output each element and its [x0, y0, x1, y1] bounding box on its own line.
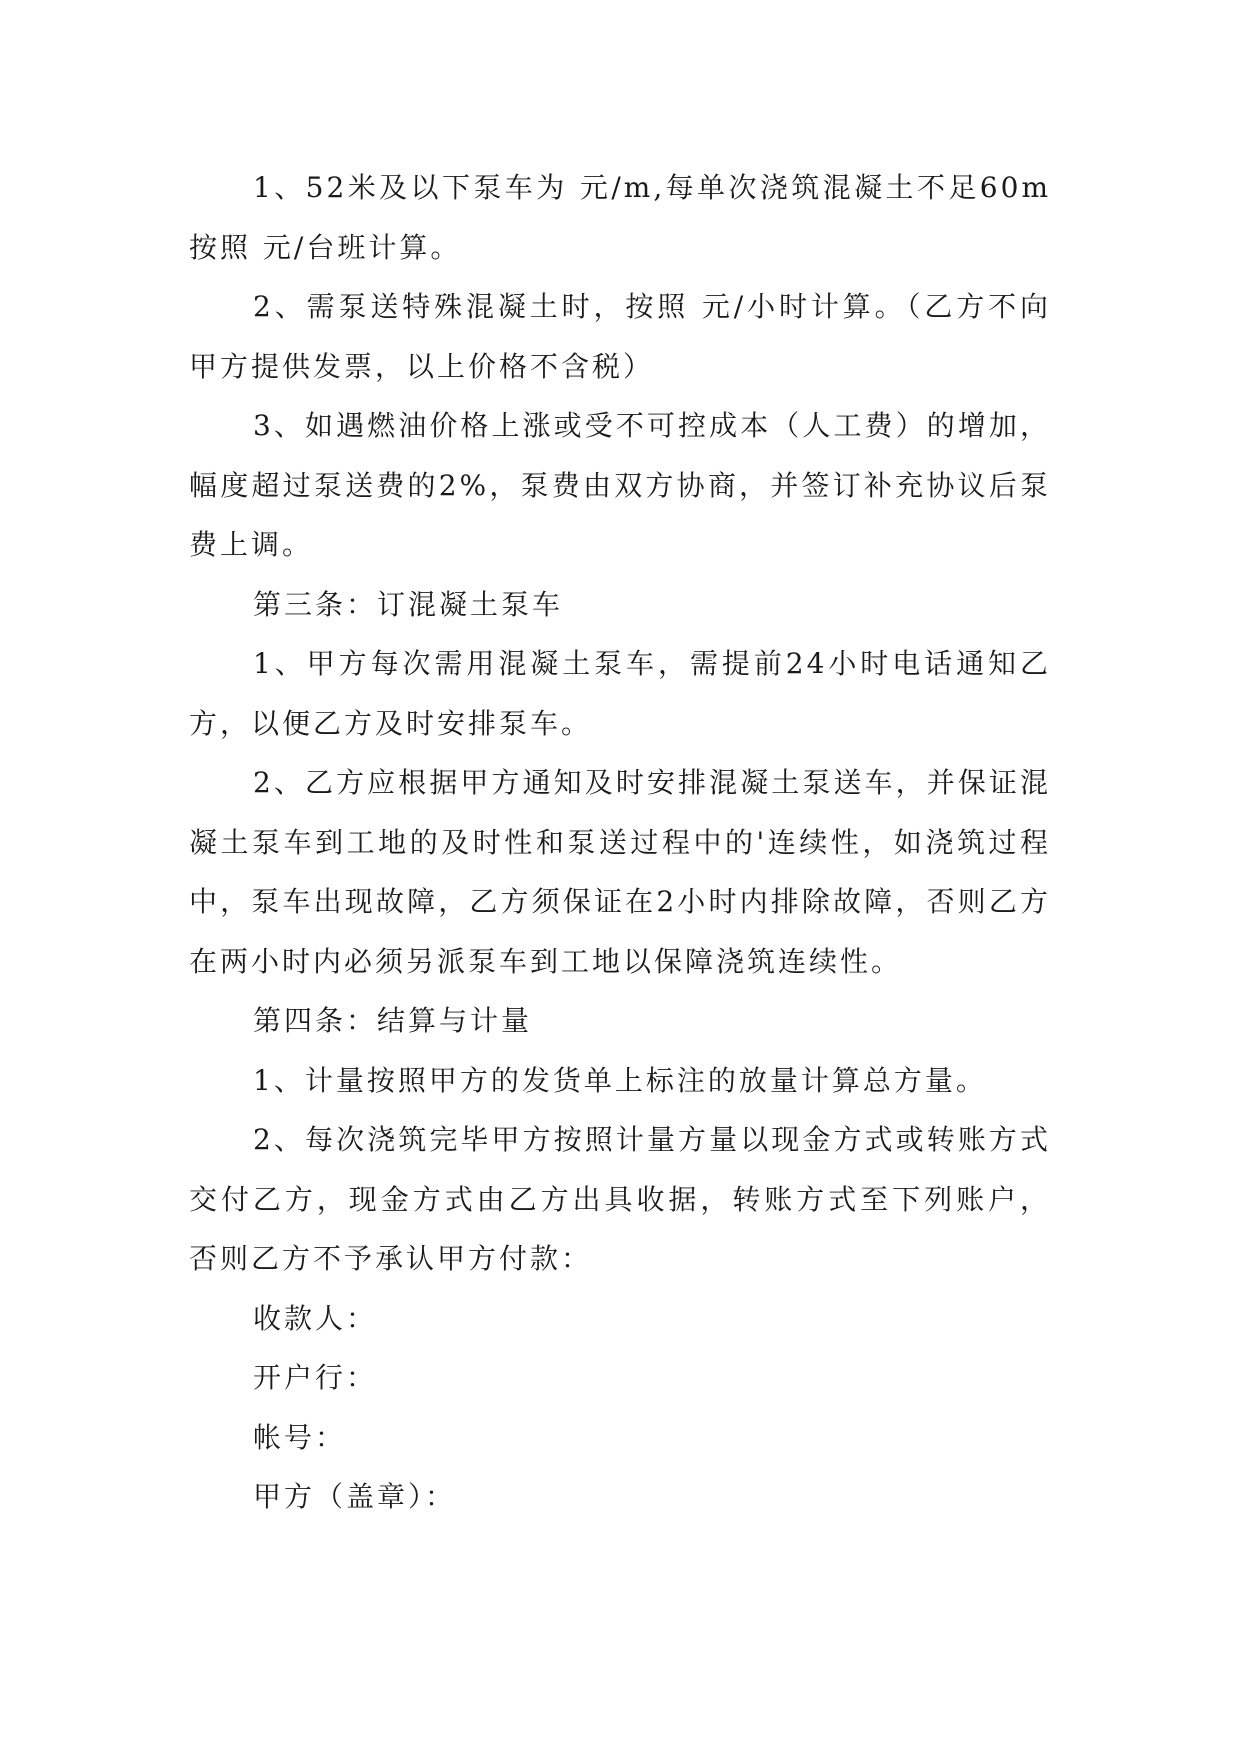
party-a-seal-field: 甲方（盖章）： [253, 1480, 457, 1513]
article-4-heading: 第四条：结算与计量 [253, 1004, 533, 1037]
article-3-item-1: 1、甲方每次需用混凝土泵车，需提前24小时电话通知乙方，以便乙方及时安排泵车。 [189, 647, 1051, 740]
article-3-heading: 第三条：订混凝土泵车 [253, 587, 564, 621]
article-4-item-2: 2、每次浇筑完毕甲方按照计量方量以现金方式或转账方式交付乙方，现金方式由乙方出具收据，转账方式至下列账户，否则乙方不予承认甲方付款： [189, 1123, 1051, 1275]
clause-price-line-3: 3、如遇燃油价格上涨或受不可控成本（人工费）的增加，幅度超过泵送费的2%，泵费由双方协商，并签订补充协议后泵费上调。 [189, 409, 1051, 561]
payee-field: 收款人： [253, 1301, 378, 1335]
article-3-item-2: 2、乙方应根据甲方通知及时安排混凝土泵送车，并保证混凝土泵车到工地的及时性和泵送过程中的'连续性，如浇筑过程中，泵车出现故障，乙方须保证在2小时内排除故障，否则乙方在两小时内必须另派泵车到工地以保障浇筑连续性。 [189, 766, 1051, 978]
clause-price-line-1: 1、52米及以下泵车为 元/m,每单次浇筑混凝土不足60m按照 元/台班计算。 [189, 171, 1051, 264]
document-body [189, 158, 1051, 1527]
clause-price-line-2: 2、需泵送特殊混凝土时，按照 元/小时计算。（乙方不向甲方提供发票，以上价格不含税） [189, 290, 1051, 383]
article-4-item-1: 1、计量按照甲方的发货单上标注的放量计算总方量。 [253, 1063, 987, 1097]
account-number-field: 帐号： [253, 1420, 347, 1454]
bank-field: 开户行： [253, 1361, 378, 1394]
